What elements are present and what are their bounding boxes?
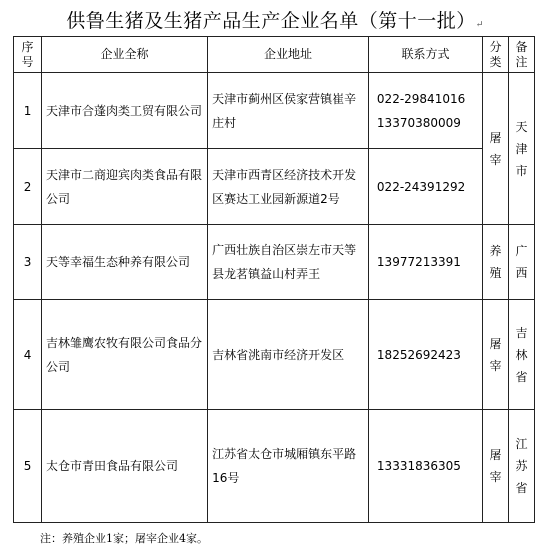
row-address: 广西壮族自治区崇左市天等县龙茗镇益山村弄王: [208, 225, 369, 300]
table-row: [14, 149, 535, 225]
row-phone: 022-24391292: [368, 149, 482, 225]
note-text: 吉林省: [515, 325, 528, 384]
row-no: 5: [14, 410, 42, 523]
phone-text: 022-29841016 13370380009: [376, 91, 466, 130]
row-address: 江苏省太仓市城厢镇东平路16号: [208, 410, 369, 523]
row-category: [483, 300, 509, 410]
row-note: [509, 225, 535, 300]
header-note: 备注: [509, 37, 535, 73]
row-no: 2: [14, 149, 42, 225]
note-text: 江苏省: [515, 437, 528, 495]
row-phone: 18252692423: [368, 300, 482, 410]
row-name: 吉林雏鹰农牧有限公司食品分公司: [42, 300, 208, 410]
category-text: 养殖: [489, 244, 502, 280]
title-text: 供鲁生猪及生猪产品生产企业名单（第十一批）: [66, 10, 476, 32]
row-category: [483, 73, 509, 225]
row-name: 太仓市青田食品有限公司: [42, 410, 208, 523]
row-no: 3: [14, 225, 42, 300]
table-row: [14, 225, 535, 300]
header-contact: 联系方式: [368, 37, 482, 73]
row-phone: [368, 73, 482, 149]
table-row: [14, 73, 535, 149]
row-name: 天等幸福生态种养有限公司: [42, 225, 208, 300]
row-phone: 13977213391: [368, 225, 482, 300]
row-address: 天津市西青区经济技术开发区赛达工业园新源道2号: [208, 149, 369, 225]
row-no: 1: [14, 73, 42, 149]
table-row: [14, 300, 535, 410]
row-note: [509, 300, 535, 410]
header-address: 企业地址: [208, 37, 369, 73]
row-category: [483, 410, 509, 523]
note-text: 天津市: [515, 119, 528, 178]
table-row: [14, 410, 535, 523]
row-note: [509, 73, 535, 225]
row-address: 天津市蓟州区侯家营镇崔辛庄村: [208, 73, 369, 149]
footnote: 注：养殖企业1家；屠宰企业4家。: [40, 532, 208, 545]
row-no: 4: [14, 300, 42, 410]
enterprise-table: [13, 36, 535, 523]
header-name: 企业全称: [42, 37, 208, 73]
header-no: 序号: [14, 37, 42, 73]
row-note: [509, 410, 535, 523]
category-text: 屠宰: [489, 336, 502, 373]
table-header-row: [14, 37, 535, 73]
note-text: 广西: [515, 244, 528, 280]
category-text: 屠宰: [489, 130, 502, 167]
row-category: [483, 225, 509, 300]
paragraph-mark-icon: ↵: [475, 20, 484, 30]
header-category: 分类: [483, 37, 509, 73]
row-address: 吉林省洮南市经济开发区: [208, 300, 369, 410]
row-name: 天津市合蓬肉类工贸有限公司: [42, 73, 208, 149]
page-title: [0, 6, 550, 33]
row-name: 天津市二商迎宾肉类食品有限公司: [42, 149, 208, 225]
category-text: 屠宰: [489, 448, 502, 484]
row-phone: 13331836305: [368, 410, 482, 523]
